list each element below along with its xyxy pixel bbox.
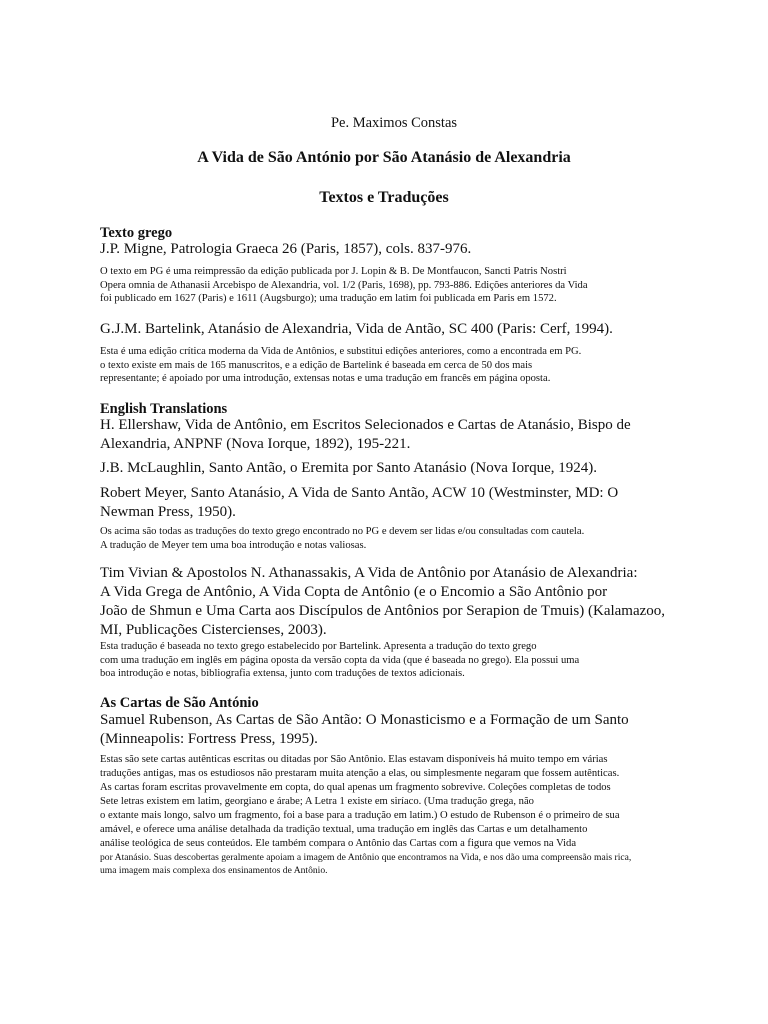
heading-letters: As Cartas de São António	[100, 695, 259, 711]
reference-migne: J.P. Migne, Patrologia Graeca 26 (Paris, 1857), cols. 837-976.	[100, 241, 472, 257]
note-bartelink: Esta é uma edição crítica moderna da Vida de Antônios, e substitui edições anteriores, como a encontrada em PG. o texto existe em mais de 165 manuscritos, e a edição de Bartelink é baseada em cerca de 50 dos mais representante; é apoiado por uma introdução, extensas notas e uma tradução em francês em página oposta.	[100, 346, 582, 385]
note-meyer: Os acima são todas as traduções do texto grego encontrado no PG e devem ser lidas e/ou consultadas com cautela. A tradução de Meyer tem uma boa introdução e notas valiosas.	[100, 526, 585, 551]
note-rubenson-tail: por Atanásio. Suas descobertas geralmente apoiam a imagem de Antônio que encontramos na Vida, e nos dão uma compreensão mais rica, uma imagem mais complexa dos ensinamentos de Antônio.	[100, 852, 632, 876]
note-vivian-athanassakis: Esta tradução é baseada no texto grego estabelecido por Bartelink. Apresenta a tradução do texto grego com uma tradução em inglês em página oposta da versão copta da vida (que é baseada no grego). Ela possui uma boa introdução e notas, bibliografia extensa, junto com traduções de textos adicionais.	[100, 641, 580, 680]
author-line: Pe. Maximos Constas	[330, 115, 458, 131]
reference-vivian-athanassakis: Tim Vivian & Apostolos N. Athanassakis, A Vida de Antônio por Atanásio de Alexandria: A Vida Grega de Antônio, A Vida Copta de Antônio (e o Encomio a São Antônio por João de Shmun e Uma Carta aos Discípulos de Antônios por Serapion de Tmuis) (Kalamazoo, MI, Publicações Cistercienses, 2003).	[100, 565, 666, 638]
document-subtitle: Textos e Traduções	[319, 189, 449, 206]
reference-meyer: Robert Meyer, Santo Atanásio, A Vida de Santo Antão, ACW 10 (Westminster, MD: O Newman Press, 1950).	[100, 485, 619, 520]
heading-greek-text: Texto grego	[100, 225, 173, 241]
reference-ellershaw: H. Ellershaw, Vida de Antônio, em Escritos Selecionados e Cartas de Atanásio, Bispo de Alexandria, ANPNF (Nova Iorque, 1892), 195-221.	[100, 417, 631, 452]
document-title: A Vida de São António por São Atanásio de Alexandria	[197, 149, 571, 166]
note-rubenson: Estas são sete cartas autênticas escritas ou ditadas por São Antônio. Elas estavam disponíveis há muito tempo em várias traduções antigas, mas os estudiosos não prestaram muita atenção a elas, ou simplesmente negaram que fossem autênticas. As cartas foram escritas provavelmente em copta, do qual apenas um fragmento sobrevive. Coleções completas de todos Sete letras existem em latim, georgiano e árabe; A Letra 1 existe em siríaco. (Uma tradução grega, não o extante mais longo, salvo um fragmento, foi a base para a tradução em latim.) O estudo de Rubenson é o primeiro de sua amável, e oferece uma análise detalhada da tradição textual, uma tradução em inglês das Cartas e um detalhamento análise teológica de seus conteúdos. Ele também compara o Antônio das Cartas com a figura que vemos na Vida	[100, 754, 620, 849]
reference-mclaughlin: J.B. McLaughlin, Santo Antão, o Eremita por Santo Atanásio (Nova Iorque, 1924).	[100, 460, 597, 476]
heading-english-translations: English Translations	[100, 401, 228, 417]
reference-bartelink: G.J.M. Bartelink, Atanásio de Alexandria, Vida de Antão, SC 400 (Paris: Cerf, 1994).	[100, 321, 613, 337]
reference-rubenson: Samuel Rubenson, As Cartas de São Antão: O Monasticismo e a Formação de um Santo (Minneapolis: Fortress Press, 1995).	[100, 712, 629, 747]
note-migne: O texto em PG é uma reimpressão da edição publicada por J. Lopin & B. De Montfaucon, Sancti Patris Nostri Opera omnia de Athanasii Arcebispo de Alexandria, vol. 1/2 (Paris, 1698), pp. 793-886. Edições anteriores da Vida foi publicado em 1627 (Paris) e 1611 (Augsburgo); uma tradução em latim foi publicada em Paris em 1572.	[100, 266, 588, 305]
